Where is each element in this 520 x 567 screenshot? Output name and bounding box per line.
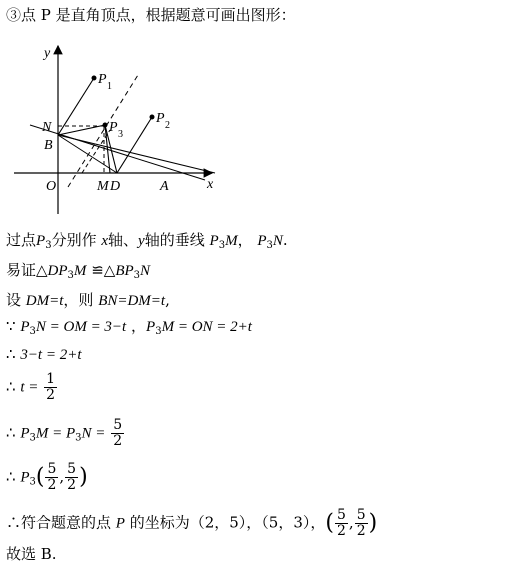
- equation-line: ∴ 3−t = 2+t: [6, 345, 82, 363]
- svg-text:P: P: [156, 111, 165, 126]
- svg-text:D: D: [110, 179, 121, 194]
- perpendicular-line: 过点$P_3$分别作 x轴、y轴的垂线 $P_3M$， $P_3N$.: [6, 231, 288, 251]
- geometry-figure: [0, 38, 520, 248]
- t-solution-line: ∴ t = $\frac{1}{2}$: [6, 371, 56, 403]
- p3-coordinate-line: ∴ $P_3$( $\frac{5}{2}$ , $\frac{5}{2}$ ): [6, 461, 88, 493]
- svg-text:x: x: [207, 177, 214, 192]
- congruence-line: 易证$\triangle DP_3M$ $≌\triangle BP_3N$: [6, 261, 151, 281]
- because-line: ∵ $P_3N$ = OM = 3−t ，$P_3M$ = ON = 2+t: [6, 317, 252, 337]
- svg-text:3: 3: [118, 129, 123, 140]
- svg-text:1: 1: [107, 81, 112, 92]
- svg-text:M: M: [97, 179, 109, 194]
- assumption-line: 设 DM=t，则 BN=DM=t,: [6, 291, 170, 309]
- svg-text:P: P: [109, 120, 118, 135]
- svg-text:y: y: [44, 46, 51, 61]
- svg-text:P: P: [98, 72, 107, 87]
- intro-line: ③点 P 是直角顶点，根据题意可画出图形：: [6, 6, 296, 24]
- svg-text:2: 2: [165, 120, 170, 131]
- svg-text:O: O: [46, 179, 57, 194]
- conclusion-line: ∴符合题意的点 P 的坐标为（2，5），（5，3），( $\frac{5}{2}$ , $\frac{5}{2}$ ): [6, 507, 378, 539]
- svg-text:B: B: [44, 138, 53, 153]
- svg-text:N: N: [42, 120, 52, 135]
- svg-text:A: A: [160, 179, 169, 194]
- length-line: ∴ $P_3M = P_3N$ = $\frac{5}{2}$: [6, 417, 123, 449]
- answer-line: 故选 B.: [6, 545, 57, 563]
